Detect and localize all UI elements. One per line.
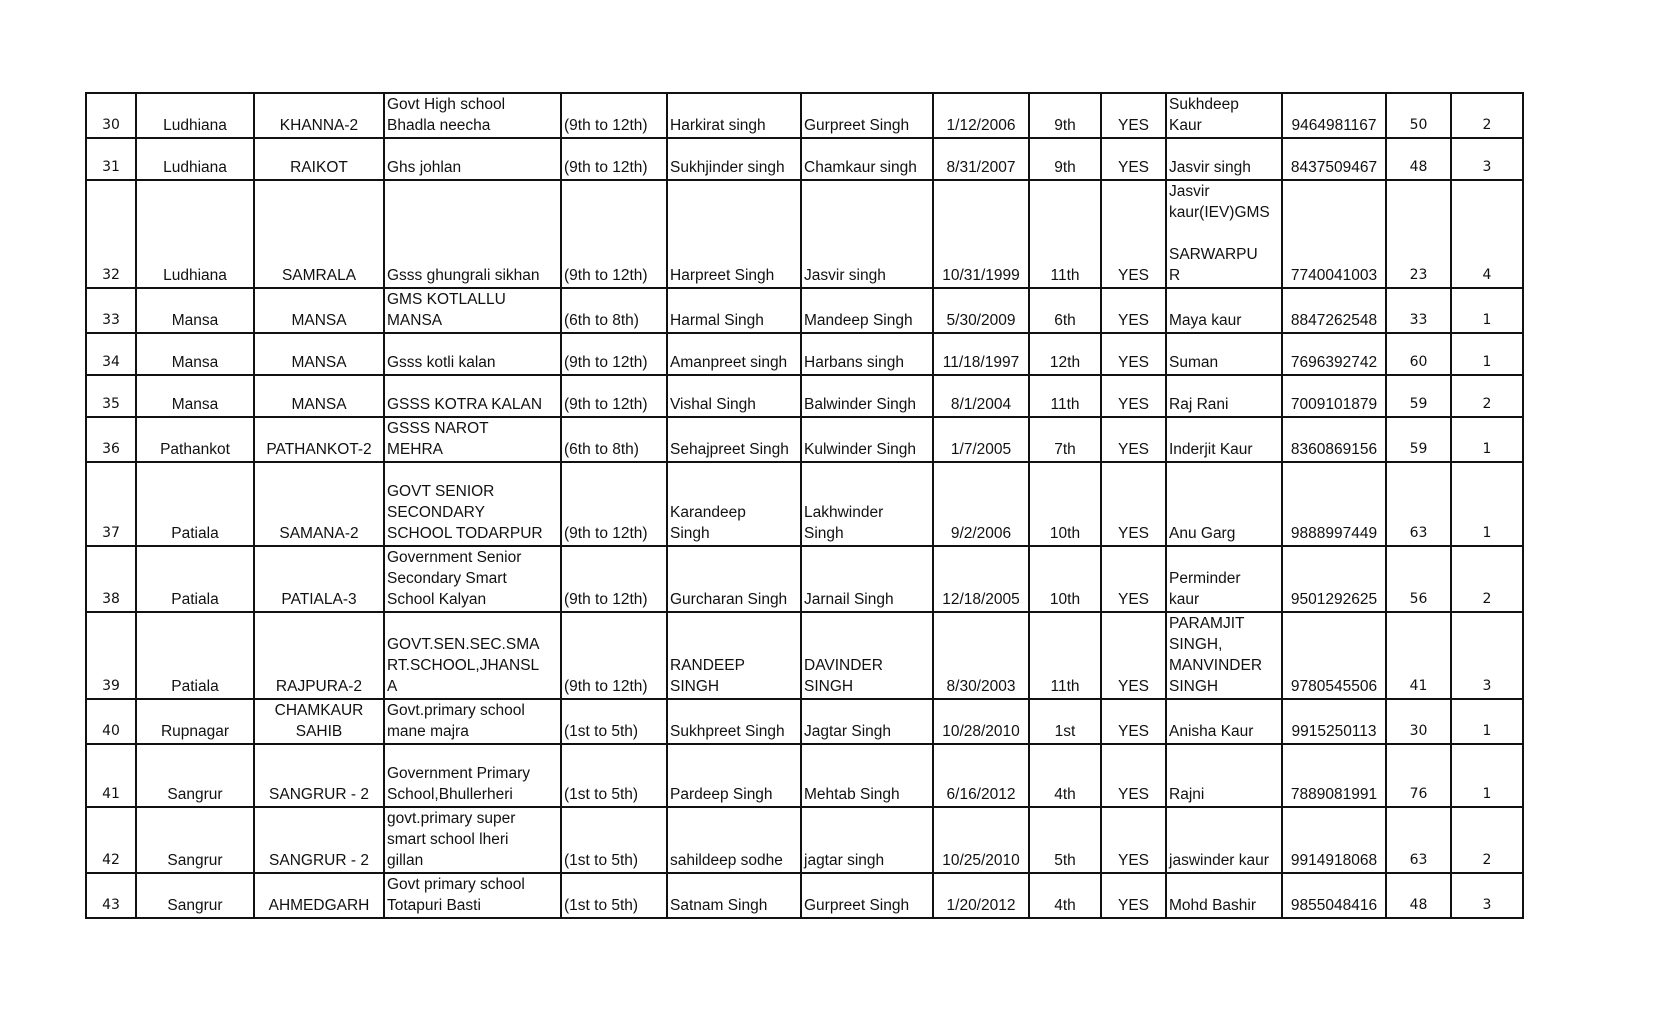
student-name-cell: Amanpreet singh bbox=[667, 333, 801, 375]
date-of-birth-cell: 1/20/2012 bbox=[933, 873, 1029, 918]
teacher-name-cell: Raj Rani bbox=[1166, 375, 1282, 417]
class-category-cell: (6th to 8th) bbox=[561, 288, 667, 333]
class-cell: 1st bbox=[1029, 699, 1101, 744]
class-cell: 9th bbox=[1029, 93, 1101, 138]
father-name-cell: Jasvir singh bbox=[801, 180, 933, 288]
rank-cell: 2 bbox=[1451, 93, 1523, 138]
father-name-cell: Chamkaur singh bbox=[801, 138, 933, 180]
table-row bbox=[86, 138, 1523, 180]
block-cell: AHMEDGARH bbox=[254, 873, 384, 918]
status-cell: YES bbox=[1101, 546, 1166, 612]
school-name-cell: GOVT.SEN.SEC.SMA RT.SCHOOL,JHANSL A bbox=[384, 612, 561, 699]
status-cell: YES bbox=[1101, 288, 1166, 333]
mobile-number-cell: 9501292625 bbox=[1282, 546, 1386, 612]
district-cell: Rupnagar bbox=[136, 699, 254, 744]
block-cell: CHAMKAUR SAHIB bbox=[254, 699, 384, 744]
marks-cell: 50 bbox=[1386, 93, 1451, 138]
table-row bbox=[86, 546, 1523, 612]
rank-cell: 3 bbox=[1451, 873, 1523, 918]
mobile-number-cell: 9464981167 bbox=[1282, 93, 1386, 138]
father-name-cell: Gurpreet Singh bbox=[801, 873, 933, 918]
class-category-cell: (9th to 12th) bbox=[561, 333, 667, 375]
student-name-cell: Karandeep Singh bbox=[667, 462, 801, 546]
district-cell: Patiala bbox=[136, 612, 254, 699]
date-of-birth-cell: 8/1/2004 bbox=[933, 375, 1029, 417]
mobile-number-cell: 9780545506 bbox=[1282, 612, 1386, 699]
marks-cell: 30 bbox=[1386, 699, 1451, 744]
school-name-cell: GSSS KOTRA KALAN bbox=[384, 375, 561, 417]
class-category-cell: (1st to 5th) bbox=[561, 699, 667, 744]
date-of-birth-cell: 5/30/2009 bbox=[933, 288, 1029, 333]
rank-cell: 2 bbox=[1451, 807, 1523, 873]
date-of-birth-cell: 11/18/1997 bbox=[933, 333, 1029, 375]
district-cell: Mansa bbox=[136, 288, 254, 333]
student-name-cell: Harkirat singh bbox=[667, 93, 801, 138]
school-name-cell: Government Primary School,Bhullerheri bbox=[384, 744, 561, 807]
class-category-cell: (6th to 8th) bbox=[561, 417, 667, 462]
student-name-cell: Harpreet Singh bbox=[667, 180, 801, 288]
table-row bbox=[86, 93, 1523, 138]
father-name-cell: jagtar singh bbox=[801, 807, 933, 873]
class-category-cell: (9th to 12th) bbox=[561, 462, 667, 546]
student-name-cell: Sehajpreet Singh bbox=[667, 417, 801, 462]
teacher-name-cell: Mohd Bashir bbox=[1166, 873, 1282, 918]
status-cell: YES bbox=[1101, 417, 1166, 462]
rank-cell: 1 bbox=[1451, 699, 1523, 744]
marks-cell: 60 bbox=[1386, 333, 1451, 375]
teacher-name-cell: Perminder kaur bbox=[1166, 546, 1282, 612]
teacher-name-cell: Anu Garg bbox=[1166, 462, 1282, 546]
school-name-cell: Gsss ghungrali sikhan bbox=[384, 180, 561, 288]
status-cell: YES bbox=[1101, 807, 1166, 873]
table-row bbox=[86, 807, 1523, 873]
district-cell: Patiala bbox=[136, 462, 254, 546]
class-cell: 9th bbox=[1029, 138, 1101, 180]
student-name-cell: Sukhjinder singh bbox=[667, 138, 801, 180]
district-cell: Patiala bbox=[136, 546, 254, 612]
class-category-cell: (1st to 5th) bbox=[561, 873, 667, 918]
serial-number-cell: 40 bbox=[86, 699, 136, 744]
father-name-cell: Harbans singh bbox=[801, 333, 933, 375]
table-row bbox=[86, 744, 1523, 807]
father-name-cell: Mandeep Singh bbox=[801, 288, 933, 333]
class-cell: 10th bbox=[1029, 462, 1101, 546]
father-name-cell: Balwinder Singh bbox=[801, 375, 933, 417]
serial-number-cell: 37 bbox=[86, 462, 136, 546]
teacher-name-cell: Maya kaur bbox=[1166, 288, 1282, 333]
district-cell: Pathankot bbox=[136, 417, 254, 462]
class-cell: 12th bbox=[1029, 333, 1101, 375]
block-cell: SAMANA-2 bbox=[254, 462, 384, 546]
father-name-cell: Jarnail Singh bbox=[801, 546, 933, 612]
table-row bbox=[86, 417, 1523, 462]
rank-cell: 1 bbox=[1451, 333, 1523, 375]
marks-cell: 33 bbox=[1386, 288, 1451, 333]
teacher-name-cell: Sukhdeep Kaur bbox=[1166, 93, 1282, 138]
serial-number-cell: 43 bbox=[86, 873, 136, 918]
date-of-birth-cell: 6/16/2012 bbox=[933, 744, 1029, 807]
date-of-birth-cell: 10/28/2010 bbox=[933, 699, 1029, 744]
date-of-birth-cell: 10/31/1999 bbox=[933, 180, 1029, 288]
marks-cell: 56 bbox=[1386, 546, 1451, 612]
school-name-cell: Gsss kotli kalan bbox=[384, 333, 561, 375]
table-row bbox=[86, 333, 1523, 375]
serial-number-cell: 39 bbox=[86, 612, 136, 699]
rank-cell: 4 bbox=[1451, 180, 1523, 288]
table-row bbox=[86, 699, 1523, 744]
student-name-cell: Satnam Singh bbox=[667, 873, 801, 918]
rank-cell: 1 bbox=[1451, 462, 1523, 546]
status-cell: YES bbox=[1101, 699, 1166, 744]
teacher-name-cell: Anisha Kaur bbox=[1166, 699, 1282, 744]
class-category-cell: (9th to 12th) bbox=[561, 612, 667, 699]
class-category-cell: (9th to 12th) bbox=[561, 180, 667, 288]
serial-number-cell: 33 bbox=[86, 288, 136, 333]
student-name-cell: Vishal Singh bbox=[667, 375, 801, 417]
date-of-birth-cell: 8/30/2003 bbox=[933, 612, 1029, 699]
marks-cell: 48 bbox=[1386, 138, 1451, 180]
mobile-number-cell: 7889081991 bbox=[1282, 744, 1386, 807]
district-cell: Sangrur bbox=[136, 873, 254, 918]
marks-cell: 48 bbox=[1386, 873, 1451, 918]
serial-number-cell: 32 bbox=[86, 180, 136, 288]
rank-cell: 3 bbox=[1451, 138, 1523, 180]
father-name-cell: Lakhwinder Singh bbox=[801, 462, 933, 546]
student-name-cell: Sukhpreet Singh bbox=[667, 699, 801, 744]
class-category-cell: (9th to 12th) bbox=[561, 546, 667, 612]
status-cell: YES bbox=[1101, 375, 1166, 417]
class-cell: 11th bbox=[1029, 612, 1101, 699]
status-cell: YES bbox=[1101, 612, 1166, 699]
rank-cell: 1 bbox=[1451, 744, 1523, 807]
class-cell: 4th bbox=[1029, 873, 1101, 918]
status-cell: YES bbox=[1101, 462, 1166, 546]
student-records-table bbox=[85, 92, 1524, 919]
school-name-cell: Govt High school Bhadla neecha bbox=[384, 93, 561, 138]
mobile-number-cell: 9915250113 bbox=[1282, 699, 1386, 744]
teacher-name-cell: jaswinder kaur bbox=[1166, 807, 1282, 873]
mobile-number-cell: 8847262548 bbox=[1282, 288, 1386, 333]
student-name-cell: Pardeep Singh bbox=[667, 744, 801, 807]
class-category-cell: (9th to 12th) bbox=[561, 93, 667, 138]
status-cell: YES bbox=[1101, 93, 1166, 138]
block-cell: MANSA bbox=[254, 288, 384, 333]
block-cell: PATHANKOT-2 bbox=[254, 417, 384, 462]
date-of-birth-cell: 10/25/2010 bbox=[933, 807, 1029, 873]
mobile-number-cell: 7740041003 bbox=[1282, 180, 1386, 288]
district-cell: Ludhiana bbox=[136, 93, 254, 138]
rank-cell: 2 bbox=[1451, 375, 1523, 417]
mobile-number-cell: 8360869156 bbox=[1282, 417, 1386, 462]
table-row bbox=[86, 180, 1523, 288]
block-cell: SAMRALA bbox=[254, 180, 384, 288]
mobile-number-cell: 9855048416 bbox=[1282, 873, 1386, 918]
mobile-number-cell: 8437509467 bbox=[1282, 138, 1386, 180]
teacher-name-cell: Inderjit Kaur bbox=[1166, 417, 1282, 462]
date-of-birth-cell: 1/12/2006 bbox=[933, 93, 1029, 138]
teacher-name-cell: Suman bbox=[1166, 333, 1282, 375]
status-cell: YES bbox=[1101, 138, 1166, 180]
mobile-number-cell: 9914918068 bbox=[1282, 807, 1386, 873]
marks-cell: 23 bbox=[1386, 180, 1451, 288]
school-name-cell: GMS KOTLALLU MANSA bbox=[384, 288, 561, 333]
class-cell: 5th bbox=[1029, 807, 1101, 873]
table-row bbox=[86, 612, 1523, 699]
district-cell: Sangrur bbox=[136, 744, 254, 807]
table-row bbox=[86, 288, 1523, 333]
teacher-name-cell: Jasvir singh bbox=[1166, 138, 1282, 180]
serial-number-cell: 31 bbox=[86, 138, 136, 180]
class-cell: 4th bbox=[1029, 744, 1101, 807]
student-name-cell: RANDEEP SINGH bbox=[667, 612, 801, 699]
block-cell: KHANNA-2 bbox=[254, 93, 384, 138]
serial-number-cell: 41 bbox=[86, 744, 136, 807]
status-cell: YES bbox=[1101, 744, 1166, 807]
student-name-cell: sahildeep sodhe bbox=[667, 807, 801, 873]
teacher-name-cell: Jasvir kaur(IEV)GMS SARWARPU R bbox=[1166, 180, 1282, 288]
school-name-cell: govt.primary super smart school lheri gillan bbox=[384, 807, 561, 873]
student-name-cell: Harmal Singh bbox=[667, 288, 801, 333]
class-cell: 10th bbox=[1029, 546, 1101, 612]
district-cell: Ludhiana bbox=[136, 180, 254, 288]
class-cell: 7th bbox=[1029, 417, 1101, 462]
table-row bbox=[86, 462, 1523, 546]
class-cell: 11th bbox=[1029, 180, 1101, 288]
status-cell: YES bbox=[1101, 333, 1166, 375]
serial-number-cell: 35 bbox=[86, 375, 136, 417]
block-cell: MANSA bbox=[254, 375, 384, 417]
marks-cell: 76 bbox=[1386, 744, 1451, 807]
district-cell: Mansa bbox=[136, 375, 254, 417]
block-cell: SANGRUR - 2 bbox=[254, 807, 384, 873]
marks-cell: 41 bbox=[1386, 612, 1451, 699]
father-name-cell: Mehtab Singh bbox=[801, 744, 933, 807]
marks-cell: 63 bbox=[1386, 807, 1451, 873]
school-name-cell: Govt primary school Totapuri Basti bbox=[384, 873, 561, 918]
block-cell: PATIALA-3 bbox=[254, 546, 384, 612]
father-name-cell: Jagtar Singh bbox=[801, 699, 933, 744]
class-category-cell: (1st to 5th) bbox=[561, 807, 667, 873]
school-name-cell: Ghs johlan bbox=[384, 138, 561, 180]
marks-cell: 59 bbox=[1386, 375, 1451, 417]
date-of-birth-cell: 9/2/2006 bbox=[933, 462, 1029, 546]
rank-cell: 1 bbox=[1451, 288, 1523, 333]
serial-number-cell: 36 bbox=[86, 417, 136, 462]
rank-cell: 3 bbox=[1451, 612, 1523, 699]
serial-number-cell: 38 bbox=[86, 546, 136, 612]
teacher-name-cell: Rajni bbox=[1166, 744, 1282, 807]
table-row bbox=[86, 873, 1523, 918]
table-body bbox=[86, 93, 1523, 918]
status-cell: YES bbox=[1101, 873, 1166, 918]
father-name-cell: Kulwinder Singh bbox=[801, 417, 933, 462]
serial-number-cell: 42 bbox=[86, 807, 136, 873]
student-name-cell: Gurcharan Singh bbox=[667, 546, 801, 612]
marks-cell: 59 bbox=[1386, 417, 1451, 462]
class-category-cell: (9th to 12th) bbox=[561, 375, 667, 417]
rank-cell: 2 bbox=[1451, 546, 1523, 612]
block-cell: RAIKOT bbox=[254, 138, 384, 180]
rank-cell: 1 bbox=[1451, 417, 1523, 462]
block-cell: SANGRUR - 2 bbox=[254, 744, 384, 807]
school-name-cell: GOVT SENIOR SECONDARY SCHOOL TODARPUR bbox=[384, 462, 561, 546]
serial-number-cell: 34 bbox=[86, 333, 136, 375]
serial-number-cell: 30 bbox=[86, 93, 136, 138]
father-name-cell: DAVINDER SINGH bbox=[801, 612, 933, 699]
date-of-birth-cell: 1/7/2005 bbox=[933, 417, 1029, 462]
school-name-cell: Government Senior Secondary Smart School Kalyan bbox=[384, 546, 561, 612]
mobile-number-cell: 7009101879 bbox=[1282, 375, 1386, 417]
block-cell: RAJPURA-2 bbox=[254, 612, 384, 699]
school-name-cell: GSSS NAROT MEHRA bbox=[384, 417, 561, 462]
class-category-cell: (1st to 5th) bbox=[561, 744, 667, 807]
class-cell: 11th bbox=[1029, 375, 1101, 417]
status-cell: YES bbox=[1101, 180, 1166, 288]
mobile-number-cell: 7696392742 bbox=[1282, 333, 1386, 375]
class-category-cell: (9th to 12th) bbox=[561, 138, 667, 180]
district-cell: Ludhiana bbox=[136, 138, 254, 180]
teacher-name-cell: PARAMJIT SINGH, MANVINDER SINGH bbox=[1166, 612, 1282, 699]
district-cell: Sangrur bbox=[136, 807, 254, 873]
block-cell: MANSA bbox=[254, 333, 384, 375]
table-row bbox=[86, 375, 1523, 417]
father-name-cell: Gurpreet Singh bbox=[801, 93, 933, 138]
school-name-cell: Govt.primary school mane majra bbox=[384, 699, 561, 744]
district-cell: Mansa bbox=[136, 333, 254, 375]
mobile-number-cell: 9888997449 bbox=[1282, 462, 1386, 546]
marks-cell: 63 bbox=[1386, 462, 1451, 546]
date-of-birth-cell: 12/18/2005 bbox=[933, 546, 1029, 612]
class-cell: 6th bbox=[1029, 288, 1101, 333]
date-of-birth-cell: 8/31/2007 bbox=[933, 138, 1029, 180]
